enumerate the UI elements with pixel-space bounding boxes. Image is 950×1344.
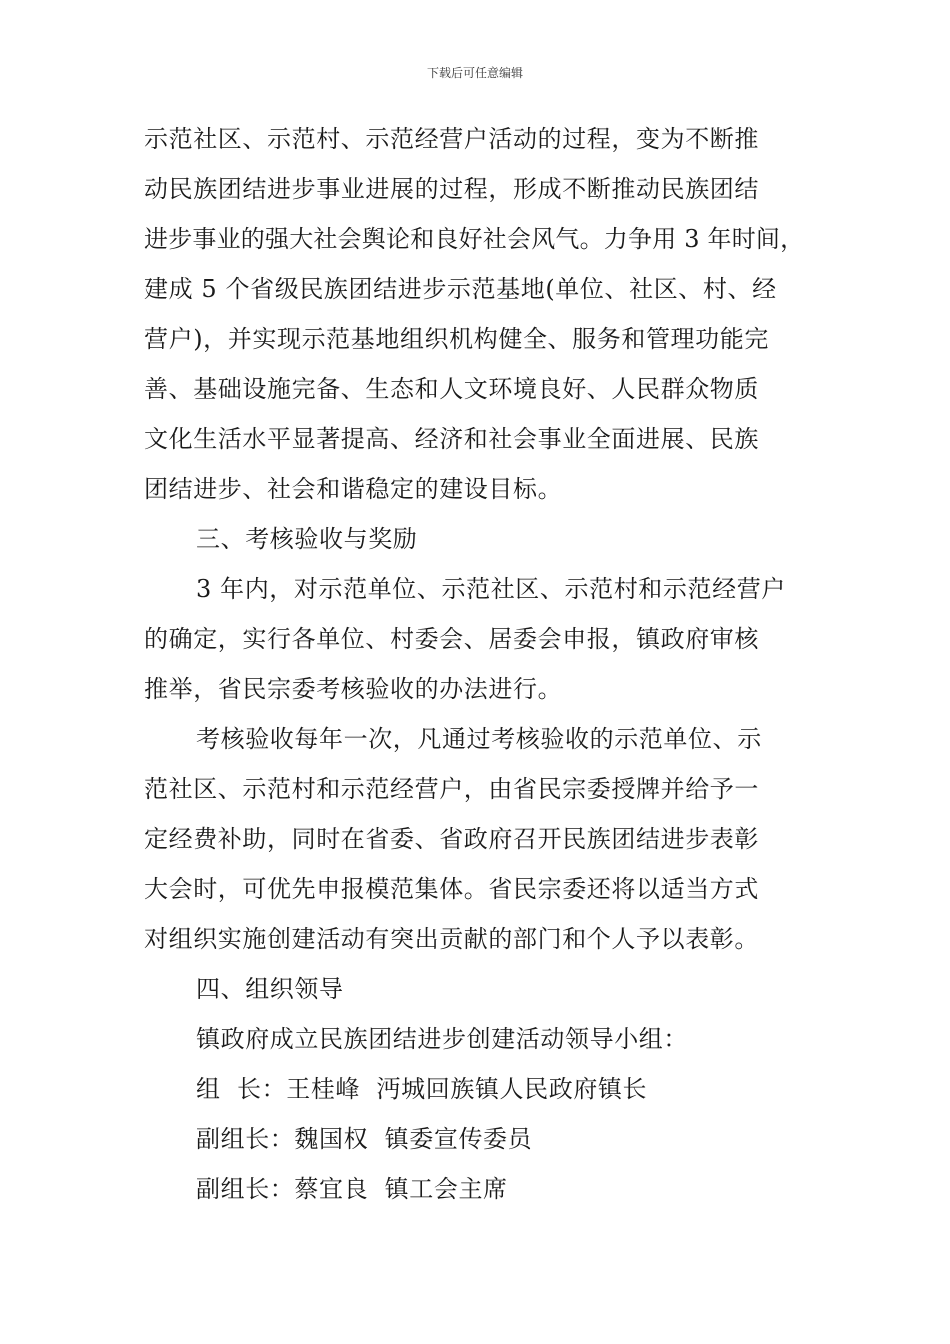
paragraph-line: 定经费补助，同时在省委、省政府召开民族团结进步表彰 [144,825,759,853]
paragraph-line: 的确定，实行各单位、村委会、居委会申报，镇政府审核 [144,625,759,653]
paragraph-line: 团结进步、社会和谐稳定的建设目标。 [144,475,563,503]
paragraph-line: 建成 5 个省级民族团结进步示范基地(单位、社区、村、经 [144,275,777,303]
member-line: 副组长：魏国权 镇委宣传委员 [196,1125,533,1153]
paragraph-line: 镇政府成立民族团结进步创建活动领导小组： [196,1025,688,1053]
paragraph-line: 3 年内，对示范单位、示范社区、示范村和示范经营户 [196,575,786,603]
page-header: 下载后可任意编辑 [426,66,523,80]
paragraph-line: 大会时，可优先申报模范集体。省民宗委还将以适当方式 [144,875,759,903]
section-heading: 三、考核验收与奖励 [196,525,418,553]
paragraph-line: 动民族团结进步事业进展的过程，形成不断推动民族团结 [144,175,759,203]
paragraph-line: 示范社区、示范村、示范经营户活动的过程，变为不断推 [144,125,759,153]
member-line: 组 长：王桂峰 沔城回族镇人民政府镇长 [196,1075,648,1103]
member-line: 副组长：蔡宜良 镇工会主席 [196,1175,508,1203]
paragraph-line: 营户)，并实现示范基地组织机构健全、服务和管理功能完 [144,325,769,353]
paragraph-line: 考核验收每年一次，凡通过考核验收的示范单位、示 [196,725,762,753]
paragraph-line: 推举，省民宗委考核验收的办法进行。 [144,675,563,703]
section-heading: 四、组织领导 [196,975,344,1003]
paragraph-line: 范社区、示范村和示范经营户，由省民宗委授牌并给予一 [144,775,759,803]
paragraph-line: 文化生活水平显著提高、经济和社会事业全面进展、民族 [144,425,759,453]
paragraph-line: 进步事业的强大社会舆论和良好社会风气。力争用 3 年时间， [144,225,805,253]
paragraph-line: 善、基础设施完备、生态和人文环境良好、人民群众物质 [144,375,759,403]
paragraph-line: 对组织实施创建活动有突出贡献的部门和个人予以表彰。 [144,925,759,953]
document-body [144,127,834,1227]
